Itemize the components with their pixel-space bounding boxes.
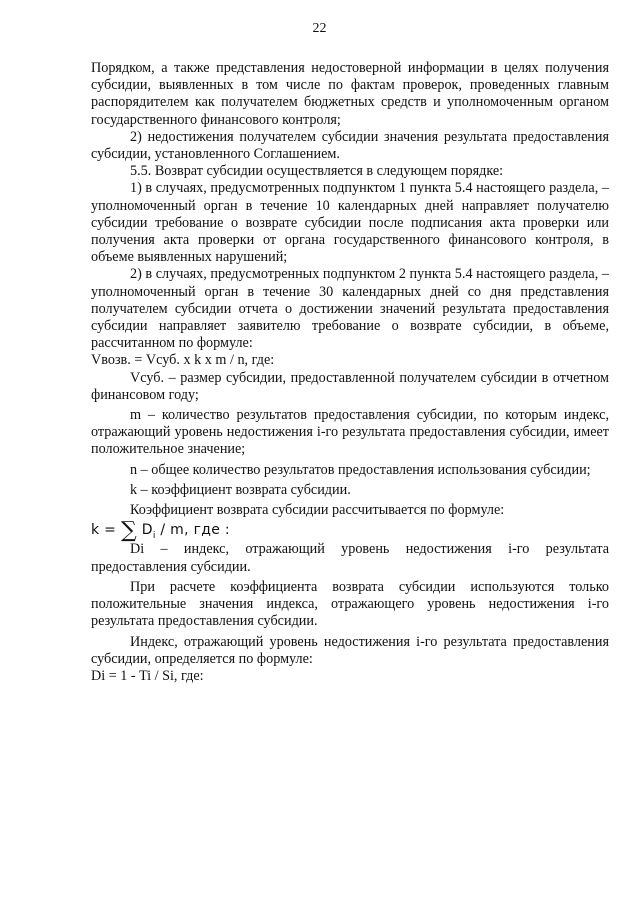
- document-body: [91, 60, 609, 685]
- paragraph: 2) в случаях, предусмотренных подпунктом 2 пункта 5.4 настоящего раздела, – уполномоченный орган в течение 30 календарных дней со дня представления получателем субсидии отчета о достижении значений результата предоставления субсидии направляет заявителю требование о возврате субсидии, в объеме, рассчитанном по формуле:: [91, 266, 609, 352]
- page-number: 22: [312, 21, 327, 36]
- formula-k-d: D: [136, 522, 153, 539]
- paragraph: 5.5. Возврат субсидии осуществляется в следующем порядке:: [130, 163, 504, 180]
- paragraph: Di – индекс, отражающий уровень недостижения i-го результата предоставления субсидии.: [91, 541, 609, 575]
- formula-k: [91, 518, 609, 544]
- formula-k-subscript: i: [152, 531, 156, 542]
- paragraph: 2) недостижения получателем субсидии значения результата предоставления субсидии, установленного Соглашением.: [91, 128, 609, 163]
- formula-d-index: Di = 1 - Ti / Si, где:: [91, 667, 204, 684]
- paragraph: 1) в случаях, предусмотренных подпунктом 1 пункта 5.4 настоящего раздела, – уполномоченный орган в течение 10 календарных дней направляет получателю субсидии требование о возврате субсидии после подписания акта проверки или получения акта проверки от органа государственного финансового контроля, в объеме выявленных нарушений;: [91, 180, 609, 266]
- formula-k-lhs: k =: [91, 522, 121, 539]
- paragraph: k – коэффициент возврата субсидии.: [130, 481, 351, 498]
- paragraph: При расчете коэффициента возврата субсидии используются только положительные значения индекса, отражающего уровень недостижения i-го результата предоставления субсидии.: [91, 578, 609, 630]
- paragraph: Порядком, а также представления недостоверной информации в целях получения субсидии, выявленных в том числе по фактам проверок, проведенных главным распорядителем как получателем бюджетных средств и уполномоченным органом государственного финансового контроля;: [91, 60, 609, 128]
- paragraph: n – общее количество результатов предоставления использования субсидии;: [130, 461, 591, 478]
- sum-symbol: ∑: [120, 518, 137, 544]
- paragraph: m – количество результатов предоставления субсидии, по которым индекс, отражающий уровень недостижения i-го результата предоставления субсидии, имеет положительное значение;: [91, 407, 609, 458]
- formula-k-rest: / m, где :: [155, 522, 230, 539]
- paragraph: Индекс, отражающий уровень недостижения i-го результата предоставления субсидии, определяется по формуле:: [91, 633, 609, 667]
- formula-v-return: Vвозв. = Vсуб. x k x m / n, где:: [91, 352, 275, 369]
- paragraph: Vсуб. – размер субсидии, предоставленной получателем субсидии в отчетном финансовом году;: [91, 369, 609, 403]
- paragraph: Коэффициент возврата субсидии рассчитывается по формуле:: [130, 502, 505, 519]
